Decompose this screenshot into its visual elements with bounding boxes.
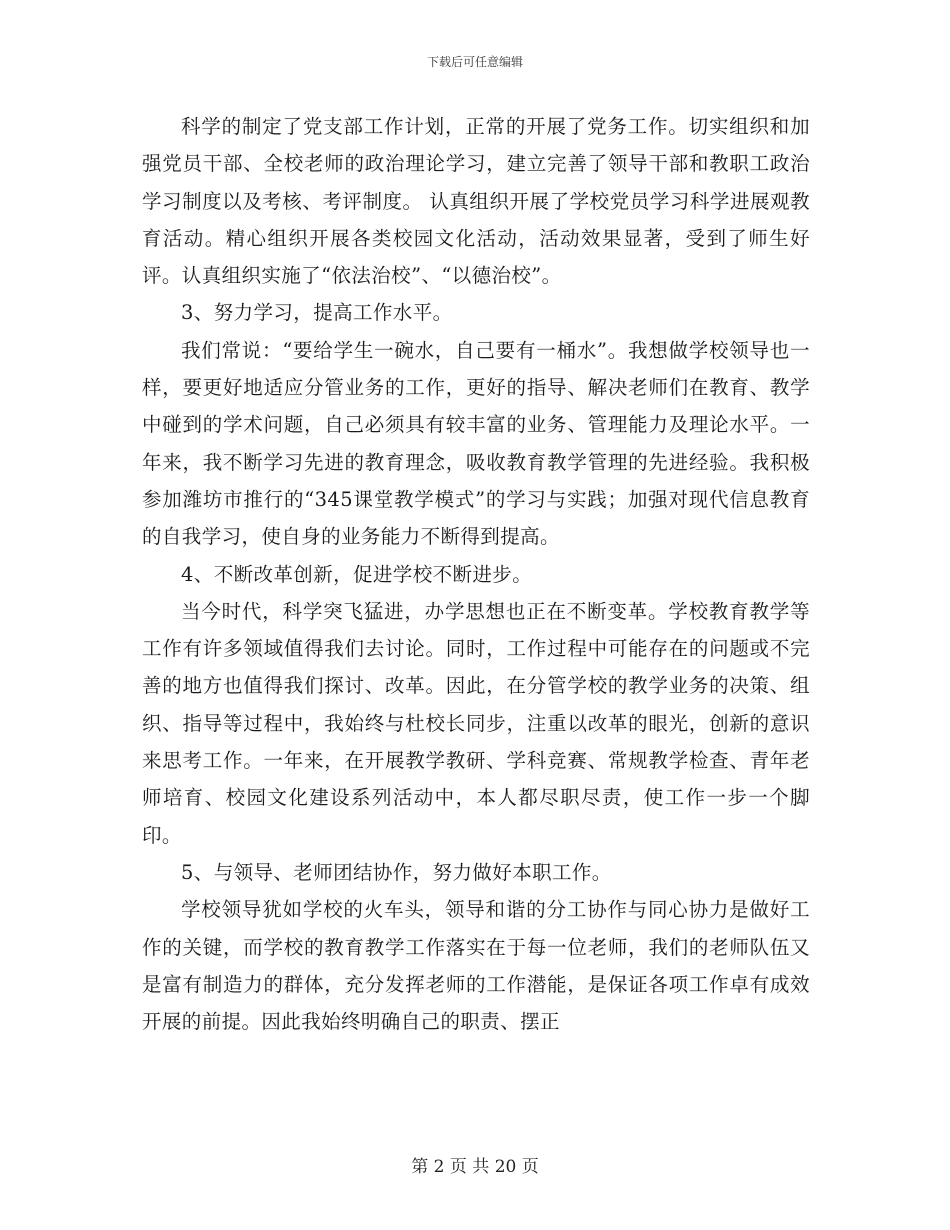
- paragraph-3: 当今时代，科学突飞猛进，办学思想也正在不断变革。学校教育教学等工作有许多领域值得我们去讨论。同时，工作过程中可能存在的问题或不完善的地方也值得我们探讨、改革。因此，在分管学校的教学业务的决策、组织、指导等过程中，我始终与杜校长同步，注重以改革的眼光，创新的意识来思考工作。一年来，在开展教学教研、学科竞赛、常规教学检查、青年老师培育、校园文化建设系列活动中，本人都尽职尽责，使工作一步一个脚印。: [142, 599, 810, 847]
- section-heading-3: 3、努力学习，提高工作水平。: [181, 301, 453, 325]
- page-footer: 第 2 页 共 20 页: [411, 1157, 539, 1177]
- document-body: [142, 108, 810, 1040]
- paragraph-1: 科学的制定了党支部工作计划，正常的开展了党务工作。切实组织和加强党员干部、全校老师的政治理论学习，建立完善了领导干部和教职工政治学习制度以及考核、考评制度。 认真组织开展了学校党员学习科学进展观教育活动。精心组织开展各类校园文化活动，活动效果显著，受到了师生好评。认真组织实施了“依法治校”、“以德治校”。: [142, 115, 810, 288]
- section-heading-5: 5、与领导、老师团结协作，努力做好本职工作。: [181, 860, 612, 884]
- paragraph-4: 学校领导犹如学校的火车头，领导和谐的分工协作与同心协力是做好工作的关键，而学校的教育教学工作落实在于每一位老师，我们的老师队伍又是富有制造力的群体，充分发挥老师的工作潜能，是保证各项工作卓有成效开展的前提。因此我始终明确自己的职责、摆正: [142, 898, 810, 1034]
- section-heading-4: 4、不断改革创新，促进学校不断进步。: [181, 562, 533, 586]
- page-header: 下载后可任意编辑: [426, 55, 523, 69]
- paragraph-2: 我们常说：“要给学生一碗水，自己要有一桶水”。我想做学校领导也一样，要更好地适应分管业务的工作，更好的指导、解决老师们在教育、教学中碰到的学术问题，自己必须具有较丰富的业务、管理能力及理论水平。一年来，我不断学习先进的教育理念，吸收教育教学管理的先进经验。我积极参加潍坊市推行的“345课堂教学模式”的学习与实践；加强对现代信息教育的自我学习，使自身的业务能力不断得到提高。: [142, 338, 810, 549]
